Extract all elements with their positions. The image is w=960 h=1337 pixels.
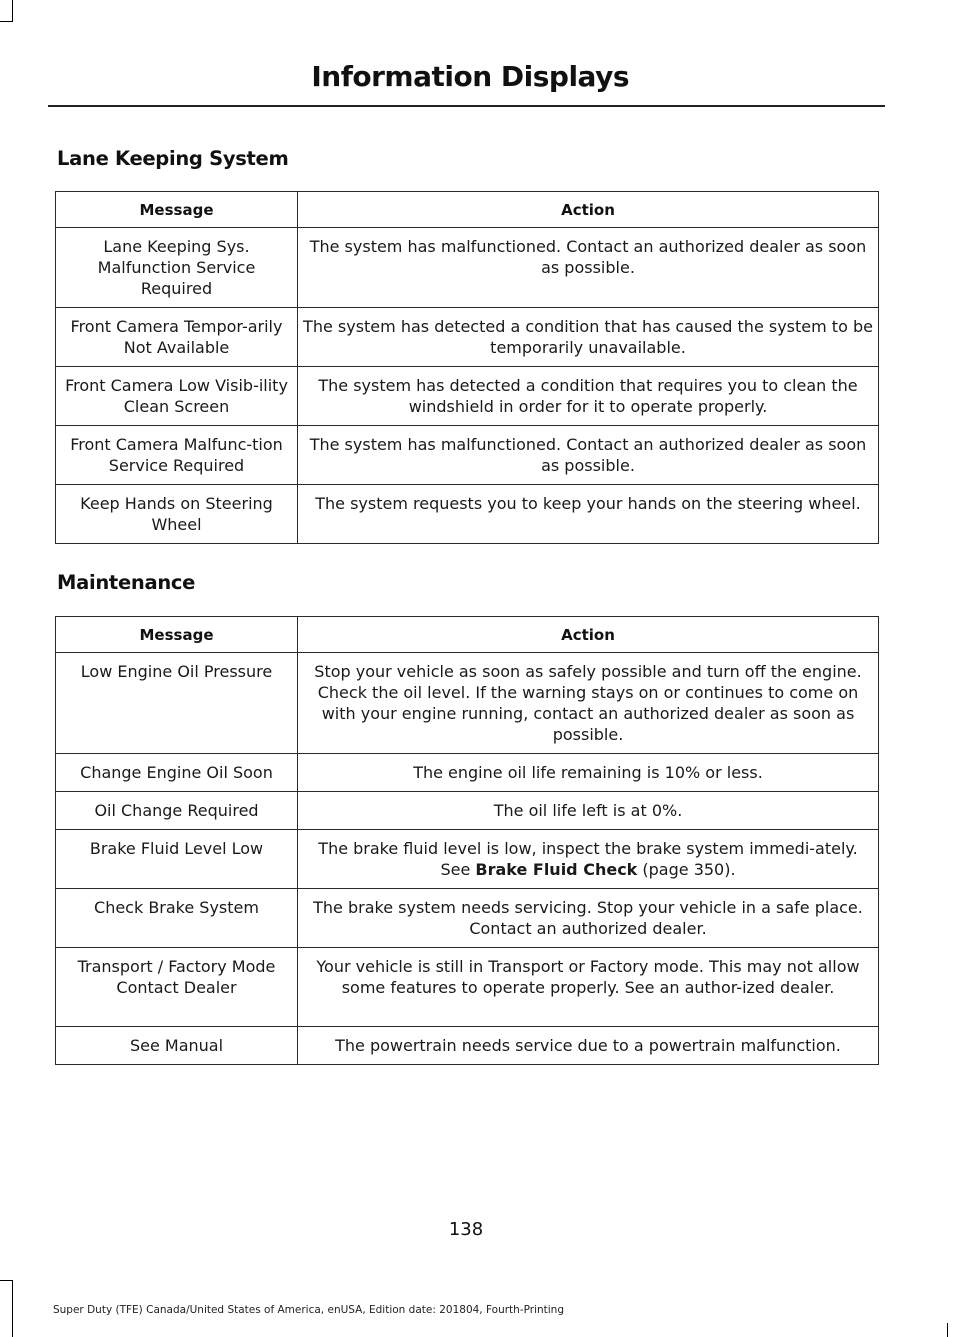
message-cell: Front Camera Tempor-arily Not Available [56, 308, 298, 367]
page-number: 138 [448, 1219, 484, 1240]
message-cell: Keep Hands on Steering Wheel [56, 485, 298, 544]
table-row [56, 948, 879, 1027]
action-cell: The system has detected a condition that has caused the system to be temporarily unavailable. [298, 308, 879, 367]
page-reference: (page 350). [637, 860, 736, 879]
cross-reference-link[interactable]: Brake Fluid Check [475, 860, 638, 879]
action-cell: Stop your vehicle as soon as safely possible and turn off the engine. Check the oil level. If the warning stays on or continues to come on with your engine running, contact an authorized dealer as soon as possible. [298, 653, 879, 754]
message-cell: Check Brake System [56, 889, 298, 948]
column-header-message: Message [56, 192, 298, 228]
table-header-row [56, 617, 879, 653]
section-heading-lane-keeping: Lane Keeping System [57, 147, 289, 170]
crop-mark-bottom-left-horizontal [0, 1280, 12, 1281]
page-header-title: Information Displays [311, 60, 629, 93]
message-cell: Front Camera Malfunc-tion Service Required [56, 426, 298, 485]
header-divider [48, 105, 885, 107]
table-row [56, 367, 879, 426]
action-text: The brake fluid level is low, inspect the brake system immedi-ately. See [318, 839, 858, 879]
message-cell: Lane Keeping Sys. Malfunction Service Required [56, 228, 298, 308]
table-row [56, 308, 879, 367]
column-header-action: Action [298, 192, 879, 228]
action-cell [298, 830, 879, 889]
table-header-row [56, 192, 879, 228]
edition-footer: Super Duty (TFE) Canada/United States of America, enUSA, Edition date: 201804, Fourth-Printing [52, 1304, 564, 1316]
table-row [56, 830, 879, 889]
table-row [56, 426, 879, 485]
message-cell: See Manual [56, 1027, 298, 1065]
action-cell: The system has malfunctioned. Contact an authorized dealer as soon as possible. [298, 228, 879, 308]
action-cell: The powertrain needs service due to a powertrain malfunction. [298, 1027, 879, 1065]
column-header-action: Action [298, 617, 879, 653]
message-cell: Transport / Factory Mode Contact Dealer [56, 948, 298, 1027]
action-cell: The engine oil life remaining is 10% or less. [298, 754, 879, 792]
action-cell: The system has malfunctioned. Contact an authorized dealer as soon as possible. [298, 426, 879, 485]
table-row [56, 754, 879, 792]
table-row [56, 889, 879, 948]
message-cell: Change Engine Oil Soon [56, 754, 298, 792]
maintenance-table [55, 616, 879, 1065]
crop-mark-top-left-vertical [12, 0, 13, 22]
action-cell: The brake system needs servicing. Stop your vehicle in a safe place. Contact an authorized dealer. [298, 889, 879, 948]
action-cell: The system has detected a condition that requires you to clean the windshield in order for it to operate properly. [298, 367, 879, 426]
action-cell: Your vehicle is still in Transport or Factory mode. This may not allow some features to operate properly. See an author-ized dealer. [298, 948, 879, 1027]
crop-mark-bottom-right-vertical [947, 1323, 948, 1337]
message-cell: Brake Fluid Level Low [56, 830, 298, 889]
table-row [56, 792, 879, 830]
action-cell: The oil life left is at 0%. [298, 792, 879, 830]
action-cell: The system requests you to keep your hands on the steering wheel. [298, 485, 879, 544]
table-row [56, 653, 879, 754]
column-header-message: Message [56, 617, 298, 653]
table-row [56, 485, 879, 544]
lane-keeping-table [55, 191, 879, 544]
crop-mark-top-left-horizontal [0, 21, 12, 22]
message-cell: Front Camera Low Visib-ility Clean Screen [56, 367, 298, 426]
message-cell: Low Engine Oil Pressure [56, 653, 298, 754]
section-heading-maintenance: Maintenance [57, 571, 196, 594]
table-row [56, 228, 879, 308]
table-row [56, 1027, 879, 1065]
message-cell: Oil Change Required [56, 792, 298, 830]
